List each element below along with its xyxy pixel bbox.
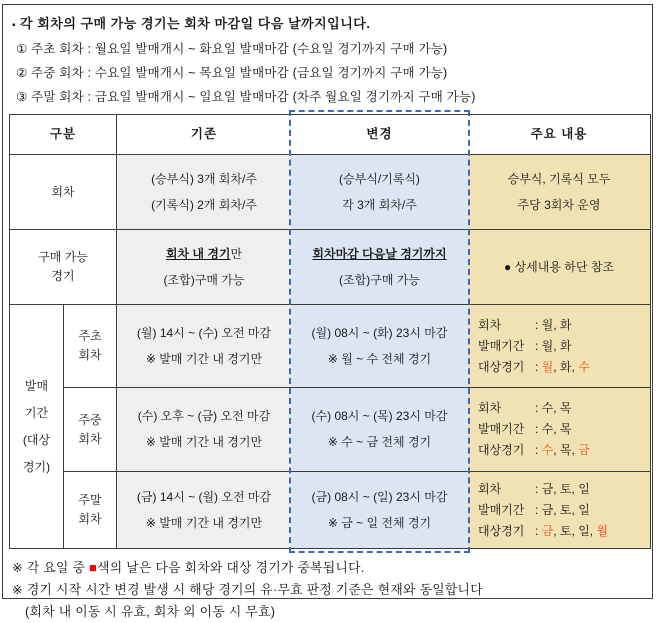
weekend-new-time: (금) 08시 ~ (일) 23시 마감 bbox=[311, 489, 448, 504]
weekstart-summary-round: 회차 : 월, 화 bbox=[478, 317, 572, 332]
purchasable-old-tail-text: 만 bbox=[230, 246, 243, 261]
purchasable-new-cell bbox=[291, 229, 468, 304]
purchasable-label-line2: 경기 bbox=[51, 269, 75, 283]
weekstart-label-line1: 주초 bbox=[78, 329, 102, 343]
midweek-label-line1: 주중 bbox=[78, 412, 102, 427]
group-label-line1: 발매 bbox=[24, 378, 49, 393]
purchasable-old-cell bbox=[116, 229, 291, 304]
outer-border-box bbox=[2, 4, 653, 619]
weekend-summary-round: 회차 : 금, 토, 일 bbox=[478, 481, 590, 496]
overlap-day: 월 bbox=[541, 359, 554, 374]
purchasable-old-line1 bbox=[166, 245, 242, 264]
midweek-summary-period: 발매기간 : 수, 목 bbox=[478, 422, 572, 436]
weekstart-new-note: ※ 월 ~ 수 전체 경기 bbox=[327, 351, 432, 366]
weekstart-label-line2: 회차 bbox=[78, 348, 102, 362]
round-new-line2: 각 3개 회차/주 bbox=[342, 197, 417, 212]
footnotes-section bbox=[3, 549, 652, 623]
round-summary-line1: 승부식, 기록식 모두 bbox=[507, 171, 611, 186]
intro-item-midweek: ② 주중 회차 : 수요일 발매개시 ~ 목요일 발매마감 (금요일 경기까지 구매 가능) bbox=[16, 66, 448, 80]
midweek-summary-cell bbox=[468, 387, 651, 471]
midweek-summary-round: 회차 : 수, 목 bbox=[478, 401, 572, 415]
intro-title-text: 각 회차의 구매 가능 경기는 회차 마감일 다음 날까지입니다. bbox=[20, 16, 371, 31]
sub-label-weekstart-round bbox=[63, 304, 116, 387]
overlap-day: 금 bbox=[578, 443, 590, 457]
sub-label-weekend-round bbox=[63, 471, 116, 549]
weekend-new-note: ※ 금 ~ 일 전체 경기 bbox=[327, 515, 432, 530]
header-cell-new: 변경 bbox=[291, 114, 468, 154]
midweek-new-time: (수) 08시 ~ (목) 23시 마감 bbox=[311, 409, 448, 423]
purchasable-summary-cell bbox=[468, 229, 651, 304]
midweek-label-line2: 회차 bbox=[78, 431, 102, 446]
weekend-old-time: (금) 14시 ~ (월) 오전 마감 bbox=[136, 489, 272, 504]
overlap-day: 수 bbox=[541, 443, 554, 457]
footnote-validity: ※ 경기 시작 시간 변경 발생 시 해당 경기의 유·무효 판정 기준은 현재와 동일합니다 bbox=[12, 582, 483, 597]
purchasable-summary-text: 상세내용 하단 참조 bbox=[514, 259, 614, 274]
round-old-cell bbox=[116, 154, 291, 229]
midweek-new-cell bbox=[291, 387, 468, 471]
intro-section bbox=[3, 5, 652, 109]
round-summary-cell bbox=[468, 154, 651, 229]
weekend-label-line2: 회차 bbox=[78, 512, 102, 526]
weekend-summary-cell bbox=[468, 471, 651, 549]
group-label-line2: 기간 bbox=[24, 405, 49, 420]
header-cell-old: 기존 bbox=[116, 114, 291, 154]
weekstart-summary-period: 발매기간 : 월, 화 bbox=[478, 338, 572, 353]
intro-item-weekstart: ① 주초 회차 : 월요일 발매개시 ~ 화요일 발매마감 (수요일 경기까지 구매 가능) bbox=[16, 42, 448, 56]
purchasable-label-line1: 구매 가능 bbox=[38, 250, 88, 264]
weekend-label-line1: 주말 bbox=[78, 493, 102, 507]
footnote-overlap: ※ 각 요일 중 ■색의 날은 다음 회차와 대상 경기가 중복됩니다. bbox=[12, 560, 365, 575]
red-square-icon: ■ bbox=[89, 560, 98, 575]
midweek-old-note: ※ 발매 기간 내 경기만 bbox=[145, 435, 263, 449]
overlap-day: 수 bbox=[578, 359, 590, 374]
weekstart-summary-target: 대상경기 : 월 , 화, 수 bbox=[478, 357, 590, 378]
weekstart-old-time: (월) 14시 ~ (수) 오전 마감 bbox=[136, 325, 272, 340]
overlap-day: 금 bbox=[541, 523, 554, 538]
weekend-old-note: ※ 발매 기간 내 경기만 bbox=[145, 515, 263, 530]
weekstart-old-note: ※ 발매 기간 내 경기만 bbox=[145, 351, 263, 366]
round-old-line1: (승부식) 3개 회차/주 bbox=[151, 171, 257, 186]
row-label-sale-period-group bbox=[9, 304, 63, 549]
weekend-new-cell bbox=[291, 471, 468, 549]
sub-label-midweek-round bbox=[63, 387, 116, 471]
intro-title bbox=[12, 12, 644, 37]
overlap-day: 월 bbox=[596, 523, 609, 538]
purchasable-summary-line bbox=[504, 258, 614, 277]
weekstart-new-time: (월) 08시 ~ (화) 23시 마감 bbox=[311, 325, 448, 340]
change-comparison-table bbox=[9, 114, 651, 549]
circle-bullet-icon: ● bbox=[504, 259, 512, 274]
weekstart-new-cell bbox=[291, 304, 468, 387]
weekstart-old-cell bbox=[116, 304, 291, 387]
header-cell-main: 주요 내용 bbox=[468, 114, 651, 154]
midweek-old-time: (수) 오후 ~ (금) 오전 마감 bbox=[137, 409, 271, 423]
midweek-old-cell bbox=[116, 387, 291, 471]
footnote-validity-detail: (회차 내 이동 시 유효, 회차 외 이동 시 무효) bbox=[25, 604, 276, 619]
round-new-line1: (승부식/기록식) bbox=[339, 171, 420, 186]
group-label-line4: 경기) bbox=[22, 459, 51, 474]
purchasable-new-bold-text: 회차마감 다음날 경기까지 bbox=[312, 246, 447, 261]
round-summary-line2: 주당 3회차 운영 bbox=[517, 197, 601, 212]
round-new-cell bbox=[291, 154, 468, 229]
weekend-old-cell bbox=[116, 471, 291, 549]
weekend-summary-target: 대상경기 : 금 , 토, 일, 월 bbox=[478, 521, 608, 542]
intro-item-weekend: ③ 주말 회차 : 금요일 발매개시 ~ 일요일 발매마감 (차주 월요일 경기까지 구매 가능) bbox=[16, 90, 476, 104]
purchasable-new-line2: (조합)구매 가능 bbox=[339, 272, 420, 287]
header-cell-category: 구분 bbox=[9, 114, 116, 154]
square-bullet-icon: ▪ bbox=[12, 20, 17, 31]
purchasable-old-bold-text: 회차 내 경기 bbox=[165, 246, 231, 261]
group-label-line3: (대상 bbox=[22, 432, 51, 447]
midweek-new-note: ※ 수 ~ 금 전체 경기 bbox=[327, 435, 432, 449]
row-label-round: 회차 bbox=[9, 154, 116, 229]
weekstart-summary-cell bbox=[468, 304, 651, 387]
row-label-purchasable-games bbox=[9, 229, 116, 304]
round-old-line2: (기록식) 2개 회차/주 bbox=[151, 197, 257, 212]
midweek-summary-target: 대상경기 : 수 , 목, 금 bbox=[478, 440, 590, 461]
purchasable-old-line2: (조합)구매 가능 bbox=[163, 272, 245, 287]
weekend-summary-period: 발매기간 : 금, 토, 일 bbox=[478, 502, 590, 517]
